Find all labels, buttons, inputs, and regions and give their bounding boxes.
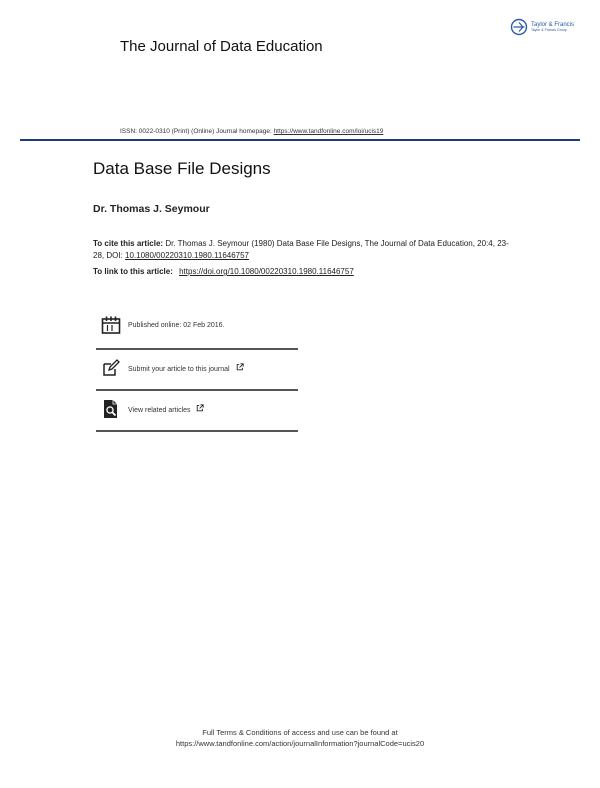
calendar-icon <box>100 314 122 336</box>
submit-article-label: Submit your article to this journal <box>128 366 230 373</box>
cite-text: Dr. Thomas J. Seymour (1980) Data Base File Designs, The Journal of Data Education, 20:4, 23-28, DOI: <box>93 239 509 260</box>
article-doi-link[interactable]: https://doi.org/10.1080/00220310.1980.11646757 <box>179 267 354 276</box>
link-block <box>93 267 354 276</box>
cite-label: To cite this article: <box>93 239 164 248</box>
issn-text: ISSN: 0022-0310 (Print) (Online) Journal homepage: <box>120 128 272 135</box>
citation-block <box>93 238 513 261</box>
edit-icon <box>100 357 122 379</box>
journal-title: The Journal of Data Education <box>120 38 323 55</box>
link-label: To link to this article: <box>93 267 173 276</box>
external-link-icon <box>196 404 204 412</box>
journal-homepage-link[interactable]: https://www.tandfonline.com/loi/ucis19 <box>273 128 384 135</box>
article-author: Dr. Thomas J. Seymour <box>93 203 210 215</box>
publisher-logo[interactable] <box>510 16 574 38</box>
row-divider <box>96 430 298 432</box>
external-link-icon <box>236 363 244 371</box>
footer-terms-text: Full Terms & Conditions of access and use can be found at <box>202 728 398 737</box>
published-row <box>96 306 298 344</box>
related-articles-row[interactable] <box>96 390 298 428</box>
footer-terms-link[interactable]: https://www.tandfonline.com/action/journalInformation?journalCode=ucis20 <box>175 739 425 748</box>
publisher-logo-icon <box>510 18 528 36</box>
published-date: Published online: 02 Feb 2016. <box>128 321 225 329</box>
related-articles-link[interactable] <box>128 404 204 414</box>
related-articles-label: View related articles <box>128 407 191 414</box>
header-divider <box>20 139 580 141</box>
submit-article-row[interactable] <box>96 349 298 387</box>
footer <box>0 727 600 749</box>
publisher-logo-name: Taylor & Francis <box>531 21 575 28</box>
cite-doi-link[interactable]: 10.1080/00220310.1980.11646757 <box>125 250 250 260</box>
submit-article-link[interactable] <box>128 363 244 373</box>
issn-line <box>120 128 383 135</box>
search-document-icon <box>100 398 122 420</box>
article-title: Data Base File Designs <box>93 159 271 178</box>
publisher-logo-subtitle: Taylor & Francis Group <box>531 27 567 32</box>
